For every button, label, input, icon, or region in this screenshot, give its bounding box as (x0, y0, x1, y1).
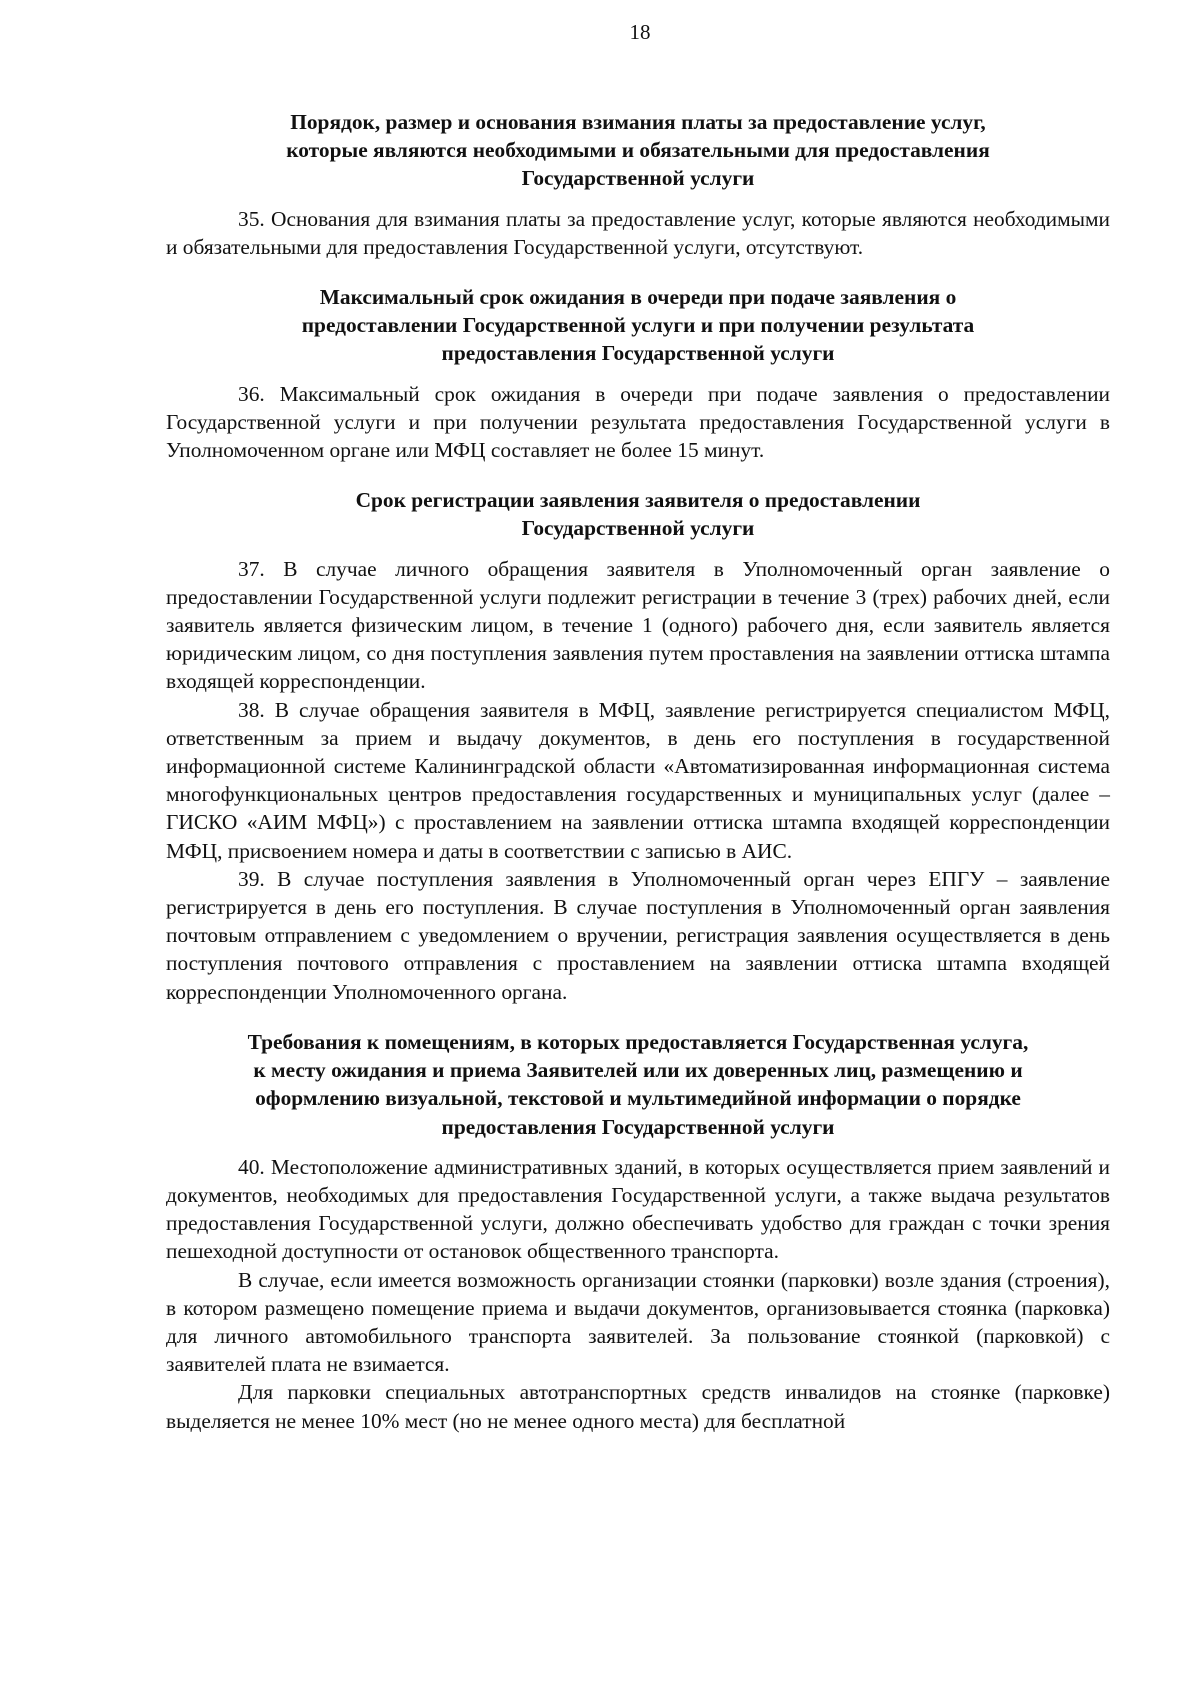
section-heading-premises (166, 1028, 1110, 1141)
section-heading-queue-time (166, 283, 1110, 368)
heading-line: Государственной услуги (521, 516, 755, 541)
heading-line: которые являются необходимыми и обязательными для предоставления (286, 138, 990, 163)
paragraph-38: 38. В случае обращения заявителя в МФЦ, заявление регистрируется специалистом МФЦ, ответственным за прием и выдачу документов, в день его поступления в государственной информационной системе Калининградской области «Автоматизированная информационная система многофункциональных центров предоставления государственных и муниципальных услуг (далее – ГИСКО «АИМ МФЦ») с проставлением на заявлении оттиска штампа входящей корреспонденции МФЦ, присвоением номера и даты в соответствии с записью в АИС. (166, 697, 1110, 863)
section-heading-registration (166, 486, 1110, 542)
paragraph-disabled-parking: Для парковки специальных автотранспортных средств инвалидов на стоянке (парковке) выделяется не менее 10% мест (но не менее одного места) для бесплатной (166, 1380, 1110, 1433)
document-body (166, 108, 1110, 1435)
heading-line: к месту ожидания и приема Заявителей или их доверенных лиц, размещению и (253, 1058, 1023, 1083)
paragraph-40: 40. Местоположение административных зданий, в которых осуществляется прием заявлений и документов, необходимых для предоставления Государственной услуги, а также выдача результатов предоставления Государственной услуги, должно обеспечивать удобство для граждан с точки зрения пешеходной доступности от остановок общественного транспорта. (166, 1154, 1110, 1264)
paragraph-35: 35. Основания для взимания платы за предоставление услуг, которые являются необходимыми и обязательными для предоставления Государственной услуги, отсутствуют. (166, 206, 1110, 259)
heading-line: Срок регистрации заявления заявителя о предоставлении (355, 488, 921, 513)
paragraph-37: 37. В случае личного обращения заявителя в Уполномоченный орган заявление о предоставлении Государственной услуги подлежит регистрации в течение 3 (трех) рабочих дней, если заявитель является физическим лицом, в течение 1 (одного) рабочего дня, если заявитель является юридическим лицом, со дня поступления заявления путем проставления на заявлении оттиска штампа входящей корреспонденции. (166, 556, 1110, 694)
heading-line: предоставления Государственной услуги (441, 341, 835, 366)
page-number: 18 (629, 20, 651, 44)
heading-line: Требования к помещениям, в которых предоставляется Государственная услуга, (247, 1029, 1029, 1054)
paragraph-parking: В случае, если имеется возможность организации стоянки (парковки) возле здания (строения), в котором размещено помещение приема и выдачи документов, организовывается стоянка (парковка) для личного автомобильного транспорта заявителей. За пользование стоянкой (парковкой) с заявителей плата не взимается. (166, 1267, 1110, 1377)
heading-line: Государственной услуги (521, 166, 755, 191)
heading-line: оформлению визуальной, текстовой и мультимедийной информации о порядке (255, 1086, 1021, 1111)
heading-line: Порядок, размер и основания взимания платы за предоставление услуг, (290, 110, 986, 134)
heading-line: Максимальный срок ожидания в очереди при подаче заявления о (319, 285, 957, 310)
paragraph-39: 39. В случае поступления заявления в Уполномоченный орган через ЕПГУ – заявление регистрируется в день его поступления. В случае поступления в Уполномоченный орган заявления почтовым отправлением с уведомлением о вручении, регистрация заявления осуществляется в день поступления почтового отправления с проставлением на заявлении оттиска штампа входящей корреспонденции Уполномоченного органа. (166, 866, 1110, 1004)
heading-line: предоставлении Государственной услуги и при получении результата (301, 313, 975, 338)
section-heading-payment (166, 108, 1110, 193)
heading-line: предоставления Государственной услуги (441, 1114, 835, 1139)
paragraph-36: 36. Максимальный срок ожидания в очереди при подаче заявления о предоставлении Государственной услуги и при получении результата предоставления Государственной услуги в Уполномоченном органе или МФЦ составляет не более 15 минут. (166, 381, 1110, 463)
